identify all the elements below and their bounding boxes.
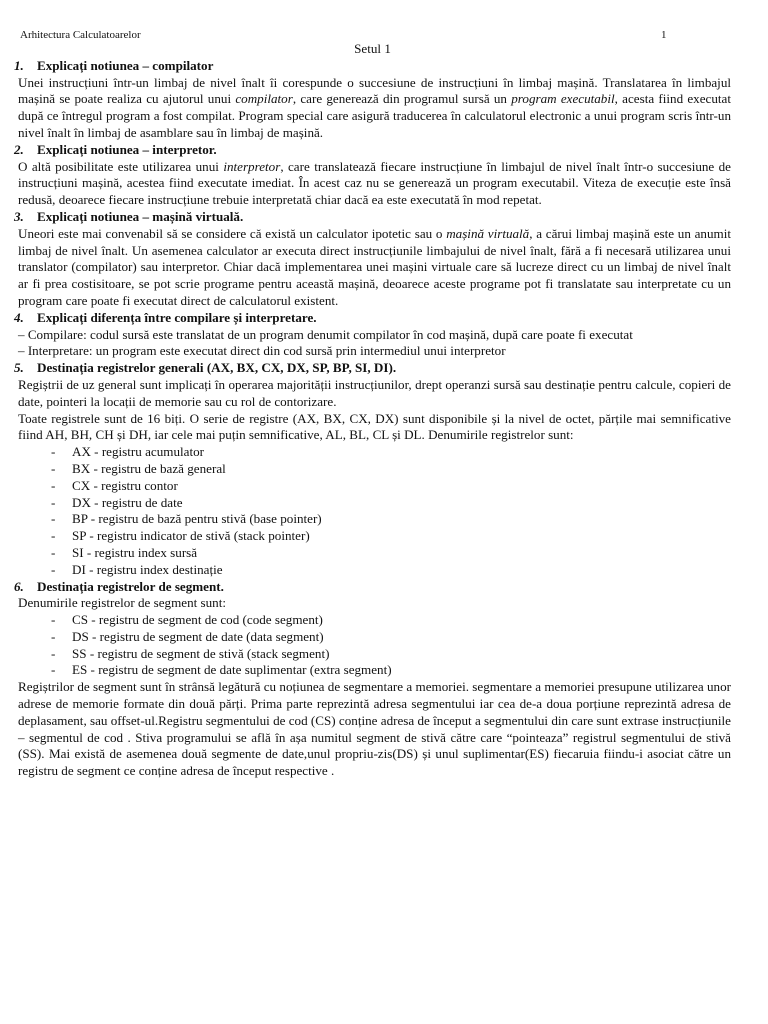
question-title: Explicați notiunea – interpretor. [37,141,217,157]
general-registers-list [14,444,731,578]
list-item: - BP - registru de bază pentru stivă (base pointer) [14,511,731,528]
list-item: - BX - registru de bază general [14,461,731,478]
list-item: - SP - registru indicator de stivă (stack pointer) [14,528,731,545]
emphasis-term: interpretor [223,158,281,174]
set-title: Setul 1 [354,41,391,56]
answer-paragraph-6: Regiștrilor de segment sunt în strânsă legătură cu noțiunea de segmentare a memoriei. segmentare a memoriei presupune utilizarea unor adrese de memorie formate din două părți. Prima parte reprezintă adresa segmentului iar cea de-a doua porțiune reprezintă adresa de deplasament, sau offset-ul.Registru segmentului de cod (CS) conține adresa de început a segmentului din care sunt extrase instrucțiunile – segmentul de cod . Stiva programului se află în așa numitul segment de stivă către care “pointeaza” registrul segmentului de stivă (SS). Mai există de asemenea două segmente de date,unul propriu-zis(DS) și unul suplimentar(ES) fiecaruia fiindu-i asociat către un registru de segment ce conține adresa de început respective . [18,679,731,779]
text-run: O altă posibilitate este utilizarea unui [18,158,224,174]
text-run: , acesta fiind executat după ce întregul program a fost compilat. Program special care asigură traducerea în calculatorul electronic a unui program scris într-un nivel înalt în limbaj de asamblare sau în limbaj de mașină. [18,91,731,140]
list-item: - DI - registru index destinație [14,562,731,579]
answer-paragraph-1 [14,75,731,142]
emphasis-term: mașină virtuală [446,225,530,241]
question-title: Destinația registrelor generali (AX, BX, CX, DX, SP, BP, SI, DI). [37,360,397,376]
question-title: Explicați diferența între compilare și interpretare. [37,309,317,325]
question-heading-2 [14,142,731,159]
question-title: Explicați notiunea – mașină virtuală. [37,208,244,224]
list-item: - CX - registru contor [14,478,731,495]
answer-paragraph-2 [14,159,731,209]
question-number: 1. [14,57,24,73]
emphasis-term: program executabil [511,91,615,107]
answer-intro-6: Denumirile registrelor de segment sunt: [18,595,226,611]
page-number: 1 [661,29,667,41]
answer-paragraph-5a: Regiștrii de uz general sunt implicați în operarea majorității instrucțiunilor, drept operanzi sursă sau destinație pentru calcule, copieri de date, pointeri la locații de memorie sau cu rol de contorizare. [18,376,731,409]
question-number: 5. [14,360,24,376]
list-item: - AX - registru acumulator [14,444,731,461]
emphasis-term: compilator [235,91,293,107]
question-heading-1 [14,58,731,75]
question-title: Destinația registrelor de segment. [37,578,224,594]
question-number: 4. [14,309,24,325]
list-item: - ES - registru de segment de date suplimentar (extra segment) [14,662,731,679]
compile-definition: – Compilare: codul sursă este translatat de un program denumit compilator în cod mașină, după care poate fi executat [18,326,633,342]
running-header-title: Arhitectura Calculatoarelor [20,29,141,41]
question-number: 2. [14,141,24,157]
segment-registers-list [14,612,731,679]
text-run: , a cărui limbaj mașină este un anumit limbaj de nivel înalt. Un asemenea calculator ar executa direct instrucțiunile limbajului de nivel înalt, fără a fi necesară utilizarea unui translator (compilator) sau interpretor. Chiar dacă implementarea unei mașini virtuale care să lucreze direct cu un limbaj de nivel înalt ar fi prea costisitoare, se pot scrie programe pentru această mașină, deoarece aceste programe pot fi translatate sau interpretate cu un program care poate fi executat direct de calculatorul existent. [18,225,731,308]
text-run: , care translatează fiecare instrucțiune în limbajul de nivel înalt într-o succesiune de instrucțiuni mașină, acestea fiind executate imediat. În acest caz nu se generează un program executabil. Viteza de execuție este însă redusă, deoarece fiecare instrucțiune trebuie interpretată chiar dacă ea este executată în mod repetat. [18,158,731,208]
list-item: - SI - registru index sursă [14,545,731,562]
question-heading-4 [14,310,731,327]
text-run: Unei instrucțiuni într-un limbaj de nivel înalt îi corespunde o succesiune de instrucțiuni în limbaj mașină. Translatarea în limbajul mașină se poate realiza cu ajutorul unui [18,74,731,107]
answer-paragraph-3 [14,226,731,310]
list-item: - DS - registru de segment de date (data segment) [14,629,731,646]
question-number: 6. [14,578,24,594]
question-title: Explicați notiunea – compilator [37,57,214,73]
question-heading-3 [14,209,731,226]
list-item: - CS - registru de segment de cod (code segment) [14,612,731,629]
text-run: , care generează din programul sursă un [292,91,512,107]
question-number: 3. [14,208,24,224]
question-heading-5 [14,360,731,377]
list-item: - SS - registru de segment de stivă (stack segment) [14,646,731,663]
interpret-definition: – Interpretare: un program este executat direct din cod sursă prin intermediul unui interpretor [18,343,506,359]
document-body [14,41,731,780]
answer-paragraph-5b: Toate registrele sunt de 16 biți. O serie de registre (AX, BX, CX, DX) sunt disponibile și la nivel de octet, părțile mai semnificative fiind AH, BH, CH și DH, iar cele mai puțin semnificative, AL, BL, CL și DL. Denumirile registrelor sunt: [18,410,731,443]
question-heading-6 [14,579,731,596]
text-run: Uneori este mai convenabil să se considere că există un calculator ipotetic sau o [18,225,447,241]
list-item: - DX - registru de date [14,495,731,512]
